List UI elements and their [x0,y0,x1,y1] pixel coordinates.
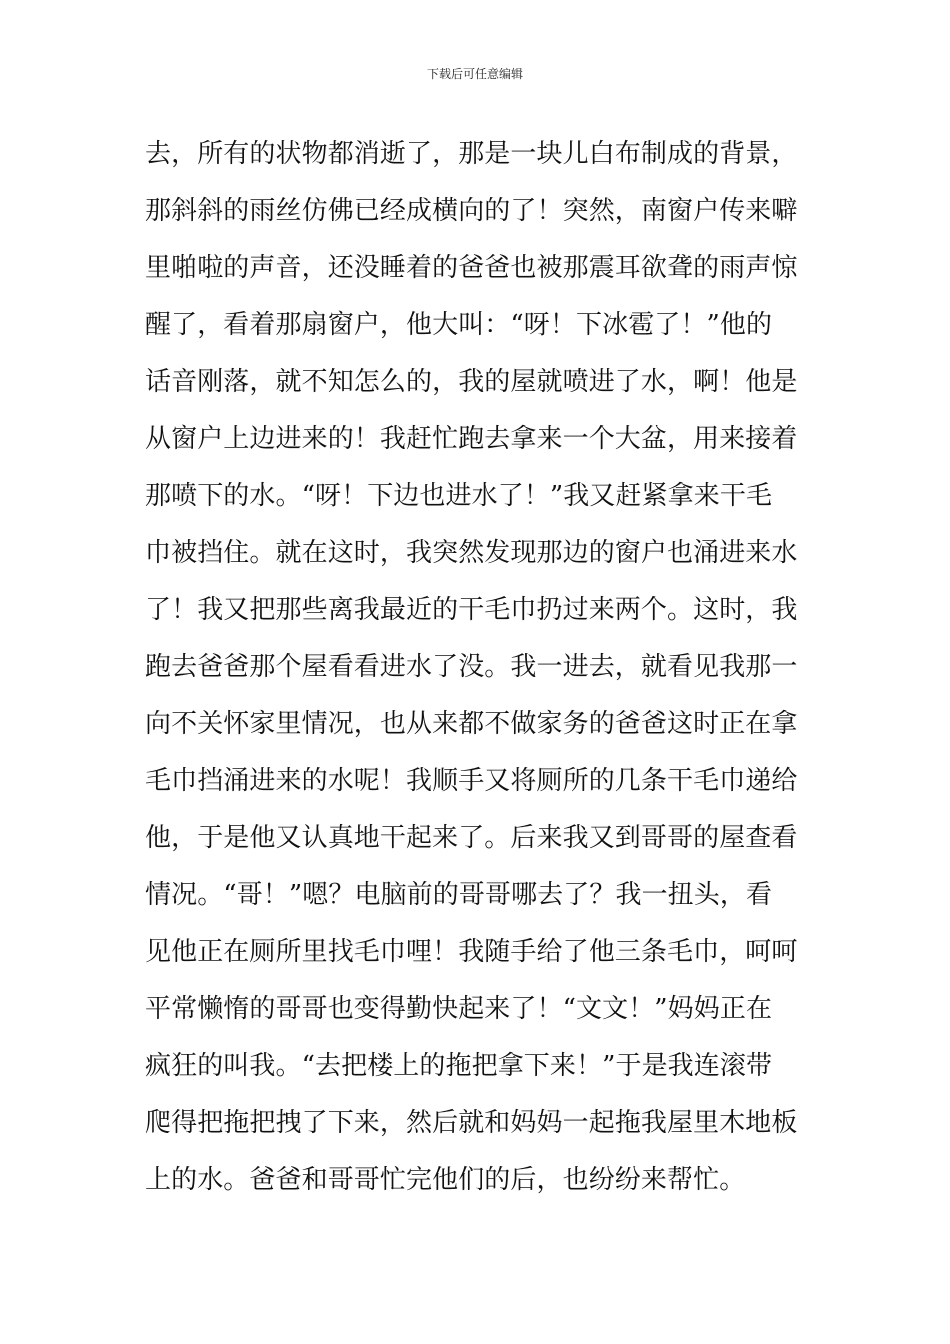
document-body [145,126,810,1209]
paragraph-line: 毛巾挡涌进来的水呢！我顺手又将厕所的几条干毛巾递给 [145,766,798,796]
paragraph-line: 那喷下的水。“呀！下边也进水了！”我又赶紧拿来干毛 [145,481,773,511]
paragraph-line: 巾被挡住。就在这时，我突然发现那边的窗户也涌进来水 [145,538,798,568]
paragraph-line: 平常懒惰的哥哥也变得勤快起来了！“文文！”妈妈正在 [145,994,773,1024]
paragraph-line: 了！我又把那些离我最近的干毛巾扔过来两个。这时，我 [145,595,798,625]
paragraph-line: 爬得把拖把拽了下来，然后就和妈妈一起拖我屋里木地板 [145,1108,798,1138]
paragraph-line: 上的水。爸爸和哥哥忙完他们的后，也纷纷来帮忙。 [145,1165,746,1195]
paragraph-line: 从窗户上边进来的！我赶忙跑去拿来一个大盆，用来接着 [145,424,798,454]
paragraph-line: 向不关怀家里情况，也从来都不做家务的爸爸这时正在拿 [145,709,798,739]
paragraph-line: 话音刚落，就不知怎么的，我的屋就喷进了水，啊！他是 [145,367,798,397]
paragraph-line: 醒了，看着那扇窗户，他大叫：“呀！下冰雹了！”他的 [145,310,773,340]
paragraph-line: 情况。“哥！”嗯？电脑前的哥哥哪去了？我一扭头，看 [145,880,773,910]
paragraph-line: 跑去爸爸那个屋看看进水了没。我一进去，就看见我那一 [145,652,798,682]
paragraph-line: 他，于是他又认真地干起来了。后来我又到哥哥的屋查看 [145,823,798,853]
page-header-note: 下载后可任意编辑 [426,67,523,81]
paragraph-line: 见他正在厕所里找毛巾哩！我随手给了他三条毛巾，呵呵 [145,937,798,967]
paragraph-line: 那斜斜的雨丝仿佛已经成横向的了！突然，南窗户传来噼 [145,196,798,226]
paragraph-line: 里啪啦的声音，还没睡着的爸爸也被那震耳欲聋的雨声惊 [145,253,798,283]
paragraph-line: 疯狂的叫我。“去把楼上的拖把拿下来！”于是我连滚带 [145,1051,773,1081]
paragraph-line: 去，所有的状物都消逝了，那是一块儿白布制成的背景， [145,139,798,169]
